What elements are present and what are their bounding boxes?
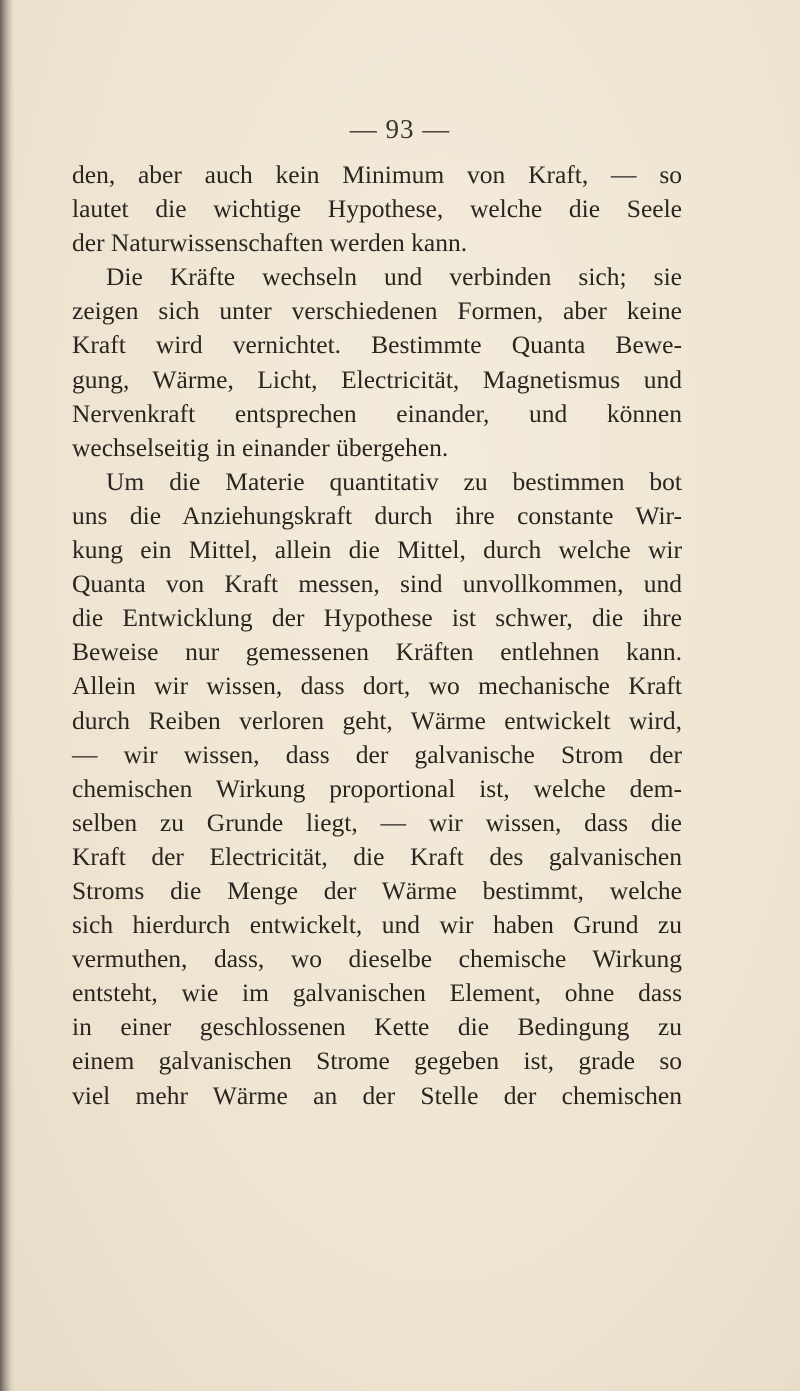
- text-line: lautet die wichtige Hypothese, welche die Seele: [72, 194, 682, 224]
- text-line: Kraft wird vernichtet. Bestimmte Quanta Bewe-: [72, 330, 682, 360]
- text-line: vermuthen, dass, wo dieselbe chemische Wirkung: [72, 944, 682, 974]
- text-line: Nervenkraft entsprechen einander, und können: [72, 398, 682, 428]
- text-line: chemischen Wirkung proportional ist, welche dem-: [72, 773, 682, 803]
- text-line: Die Kräfte wechseln und verbinden sich; sie: [106, 262, 682, 292]
- text-line: — wir wissen, dass der galvanische Strom der: [72, 739, 682, 769]
- text-line: der Naturwissenschaften werden kann.: [72, 228, 468, 258]
- text-line: selben zu Grunde liegt, — wir wissen, dass die: [72, 807, 682, 837]
- body-text: [72, 158, 682, 1113]
- text-line: Allein wir wissen, dass dort, wo mechanische Kraft: [72, 671, 682, 701]
- text-line: wechselseitig in einander übergehen.: [72, 432, 449, 462]
- text-line: durch Reiben verloren geht, Wärme entwickelt wird,: [72, 705, 682, 735]
- page-number: — 93 —: [349, 114, 451, 144]
- text-line: viel mehr Wärme an der Stelle der chemischen: [72, 1080, 682, 1110]
- text-line: Quanta von Kraft messen, sind unvollkommen, und: [72, 569, 682, 599]
- text-line: Um die Materie quantitativ zu bestimmen bot: [106, 466, 682, 496]
- text-line: kung ein Mittel, allein die Mittel, durch welche wir: [72, 535, 682, 565]
- text-line: sich hierdurch entwickelt, und wir haben Grund zu: [72, 910, 682, 940]
- text-line: die Entwicklung der Hypothese ist schwer, die ihre: [72, 603, 682, 633]
- text-line: den, aber auch kein Minimum von Kraft, — so: [72, 160, 682, 189]
- text-line: Kraft der Electricität, die Kraft des galvanischen: [72, 841, 682, 871]
- text-line: Beweise nur gemessenen Kräften entlehnen kann.: [72, 637, 682, 667]
- text-line: zeigen sich unter verschiedenen Formen, aber keine: [72, 296, 682, 326]
- text-line: uns die Anziehungskraft durch ihre constante Wir-: [72, 500, 682, 530]
- text-line: gung, Wärme, Licht, Electricität, Magnetismus und: [72, 364, 682, 394]
- page-binding-edge: [0, 0, 14, 1391]
- text-line: entsteht, wie im galvanischen Element, ohne dass: [72, 978, 682, 1008]
- text-line: Stroms die Menge der Wärme bestimmt, welche: [72, 875, 682, 905]
- text-line: in einer geschlossenen Kette die Bedingung zu: [72, 1012, 682, 1042]
- text-line: einem galvanischen Strome gegeben ist, grade so: [72, 1046, 682, 1076]
